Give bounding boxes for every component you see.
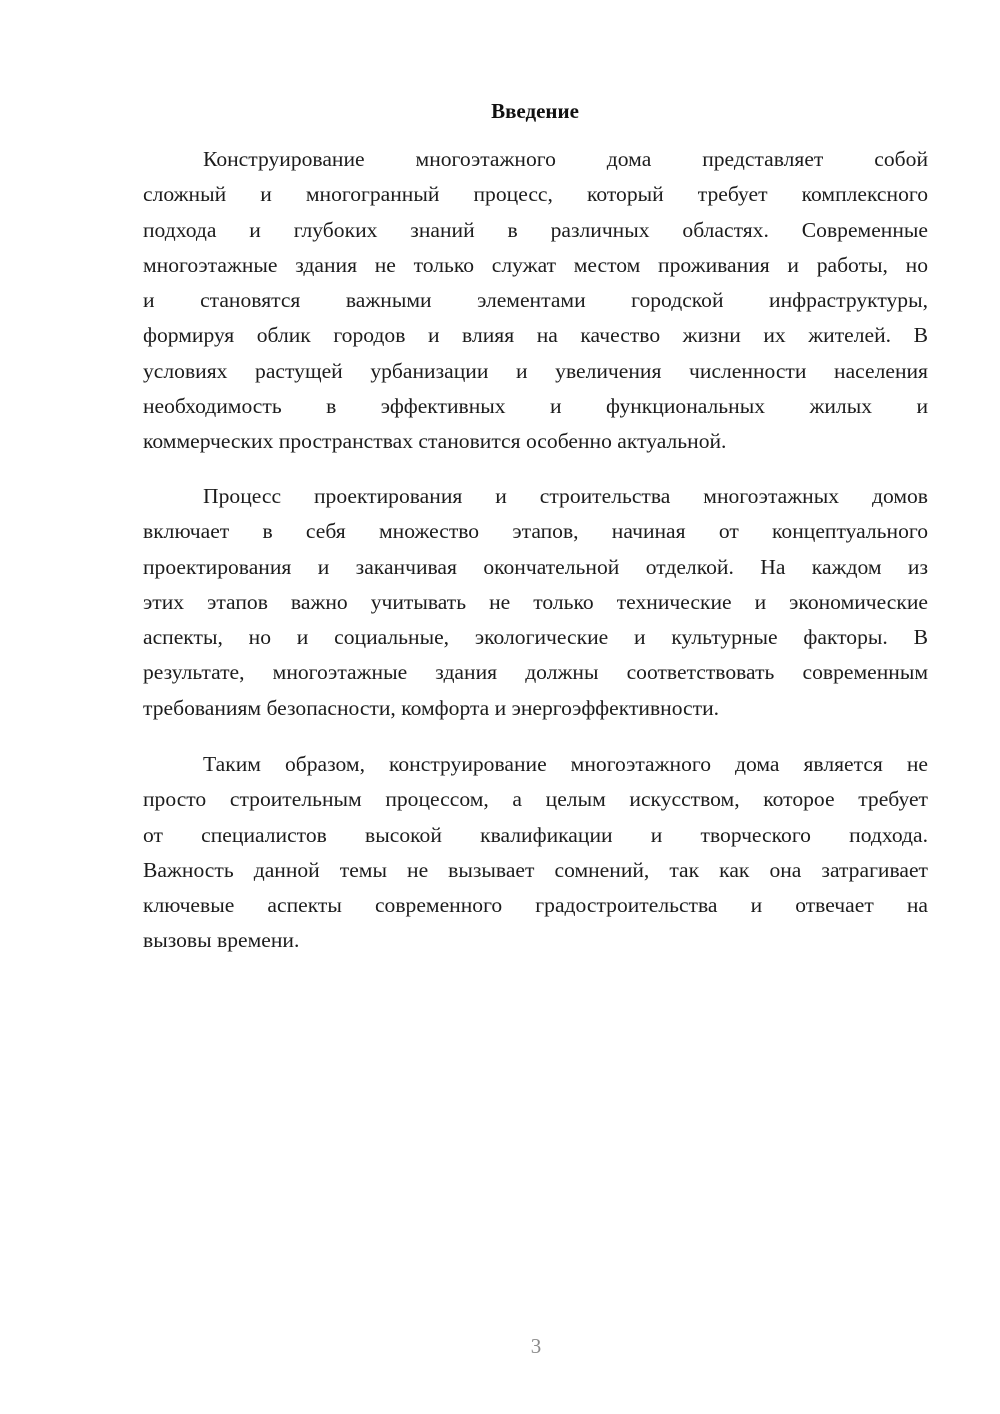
section-title: Введение	[491, 99, 579, 123]
text-line: аспекты, но и социальные, экологические и культурные факторы. В	[143, 625, 928, 650]
text-line: ключевые аспекты современного градостроительства и отвечает на	[143, 893, 928, 918]
text-line: и становятся важными элементами городской инфраструктуры,	[143, 288, 928, 313]
text-line: Конструирование многоэтажного дома представляет собой	[203, 147, 928, 171]
text-line: необходимость в эффективных и функциональных жилых и	[143, 394, 928, 419]
text-line: Процесс проектирования и строительства многоэтажных домов	[203, 484, 928, 508]
text-line: от специалистов высокой квалификации и творческого подхода.	[143, 822, 928, 847]
page-number: 3	[530, 1334, 542, 1358]
text-line: результате, многоэтажные здания должны соответствовать современным	[143, 660, 928, 685]
text-line: проектирования и заканчивая окончательной отделкой. На каждом из	[143, 554, 928, 579]
paragraph-3	[143, 747, 928, 959]
text-line: условиях растущей урбанизации и увеличения численности населения	[143, 358, 928, 383]
text-line: требованиям безопасности, комфорта и энергоэффективности.	[143, 695, 720, 720]
text-line: подхода и глубоких знаний в различных областях. Современные	[143, 217, 928, 242]
text-line: коммерческих пространствах становится особенно актуальной.	[143, 429, 727, 454]
text-line: вызовы времени.	[143, 928, 300, 953]
text-line: Важность данной темы не вызывает сомнений, так как она затрагивает	[143, 857, 928, 882]
text-line: формируя облик городов и влияя на качество жизни их жителей. В	[143, 323, 928, 348]
text-line: Таким образом, конструирование многоэтажного дома является не	[203, 752, 928, 776]
paragraph-2	[143, 479, 928, 726]
text-line: сложный и многогранный процесс, который требует комплексного	[143, 182, 928, 207]
text-line: просто строительным процессом, а целым искусством, которое требует	[143, 787, 928, 812]
text-line: многоэтажные здания не только служат местом проживания и работы, но	[143, 252, 928, 277]
text-line: включает в себя множество этапов, начиная от концептуального	[143, 519, 928, 544]
text-line: этих этапов важно учитывать не только технические и экономические	[143, 589, 928, 614]
paragraph-1	[143, 142, 928, 460]
